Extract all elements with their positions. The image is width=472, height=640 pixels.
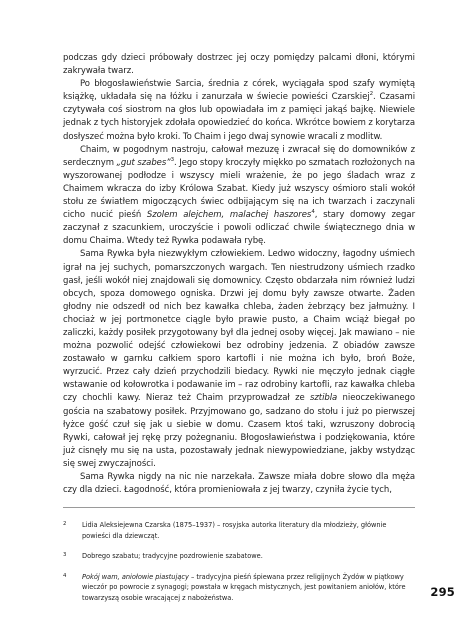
footnote-number: 2 [63, 521, 67, 527]
footnote-italic-title: Pokój wam, aniołowie piastujący [82, 572, 189, 581]
footnote-ref-3[interactable]: 3 [170, 156, 175, 163]
footnote-number: 4 [63, 572, 67, 579]
paragraph-3-text-a: Chaim, w pogodnym nastroju, całował mezuzę i zwracał się do domowników z serdecznym [63, 144, 415, 168]
footnote-3 [63, 551, 415, 562]
paragraph-5 [63, 471, 415, 497]
paragraph-5-text: Sama Rywka nigdy na nic nie narzekała. Zawsze miała dobre słowo dla męża czy dla dzieci. Łagodność, która promieniowała z jej twarzy, czyniła życie tych, [63, 472, 415, 496]
paragraph-3-italic-greeting: „gut szabes” [116, 157, 171, 168]
footnote-number: 3 [63, 552, 67, 559]
footnote-ref-2[interactable]: 2 [369, 91, 374, 98]
paragraph-4 [63, 248, 415, 471]
paragraph-3-text-b: . Jego stopy kroczyły miękko po szmatach rozłożonych na wyszorowanej podłodze i wszyscy mieli wrażenie, że po jego śladach wraz z Chaimem wkracza do izby Królowa Szabat. Kiedy już wszyscy ośmioro stali wokół stołu ze światłem migoczących świec odbijającym się na ich twarzach i zaczynali cicho nucić pieśń [63, 157, 416, 221]
footnote-divider [63, 507, 415, 508]
footnote-2 [63, 520, 415, 541]
footnote-4 [63, 572, 415, 604]
footnote-text [82, 551, 415, 562]
footnote-text [82, 572, 415, 604]
paragraph-3-text-c: , stary domowy zegar zaczynał z szacunkiem, uroczyście i powoli odliczać chwile świątecznego dnia w domu Chaima. Wtedy też Rywka podawała rybę. [63, 210, 416, 247]
footnote-text-body: Dobrego szabatu; tradycyjne pozdrowienie szabatowe. [82, 552, 263, 561]
paragraph-2-text-b: . Czasami czytywała coś siostrom na głos lub opowiadała im z pamięci jakąś bajkę. Niewiele jednak z tych historyjek zdołała opowiedzieć do końca. Wkrótce bowiem z korytarza dosłyszeć można było kroki. To Chaim i jego dwaj synowie wracali z modlitw. [63, 92, 416, 142]
paragraph-3 [63, 144, 415, 249]
paragraph-2 [63, 78, 415, 143]
paragraph-3-italic-song: Szolem alejchem, malachej haszores [146, 210, 312, 221]
paragraph-1-text: podczas gdy dzieci próbowały dostrzec jej oczy pomiędzy palcami dłoni, którymi zakrywała twarz. [63, 53, 415, 77]
paragraph-4-italic-word: sztibla [310, 393, 338, 404]
footnote-text-body: Lidia Aleksiejewna Czarska (1875–1937) – rosyjska autorka literatury dla młodzieży, głównie powieści dla dziewcząt. [82, 521, 387, 540]
page-number: 295 [430, 585, 455, 599]
footnote-text [82, 520, 415, 541]
main-text [63, 52, 415, 497]
footnote-ref-4[interactable]: 4 [311, 209, 315, 216]
paragraph-4-text-b: nieoczekiwanego gościa na szabatowy posiłek. Przyjmowano go, sadzano do stołu i już po pierwszej łyżce gość czuł się jak u siebie w domu. Czasem ktoś taki, wzruszony dobrocią Rywki, całował jej rękę przy pożegnaniu. Błogosławieństwa i podziękowania, które już cisnęły mu się na usta, pozostawały jednak niewypowiedziane, jakby wstydząc się swej zwyczajności. [63, 393, 415, 469]
paragraph-2-text-a: Po błogosławieństwie Sarcia, średnia z córek, wyciągała spod szafy wymiętą książkę, układała się na łóżku i zanurzała w świecie powieści Czarskiej [63, 79, 415, 103]
paragraph-4-text-a: Sama Rywka była niezwykłym człowiekiem. Ledwo widoczny, łagodny uśmiech igrał na jej suchych, pomarszczonych wargach. Ten niestrudzony uśmiech rzadko gasł, jeśli wokół niej znajdowali się domownicy. Często obdarzała nim również ludzi obcych, spoza domowego ogniska. Drzwi jej domu były zawsze otwarte. Żaden głodny nie odszedł od nich bez kawałka chleba, żaden żebrzący bez jałmużny. I chociaż w jej portmonetce ciągle było prawie pusto, a Chaim wciąż biegał po zaliczki, każdy posiłek przygotowany był dla jednej osoby więcej. Jak mawiano – nie można pozwolić odejść człowiekowi bez odrobiny jedzenia. Z obiadów zawsze zostawało w garnku całkiem sporo kartofli i nie można ich było, broń Boże, wyrzucić. Przez cały dzień przychodzili biedacy. Rywki nie męczyło jednak ciągłe wstawanie od kołowrotka i podawanie im – raz odrobiny kartofli, raz kawałka chleba czy chochli kawy. Nieraz też Chaim przyprowadzał ze [63, 249, 415, 404]
footnote-text-body: – tradycyjna pieśń śpiewana przez religijnych Żydów w piątkowy wieczór po powrocie z synagogi; powstała w kręgach mistycznych, jest powitaniem aniołów, które towarzyszą osobie wracającej z nabożeństwa. [82, 572, 406, 602]
footnotes [63, 520, 415, 614]
paragraph-1 [63, 52, 415, 78]
